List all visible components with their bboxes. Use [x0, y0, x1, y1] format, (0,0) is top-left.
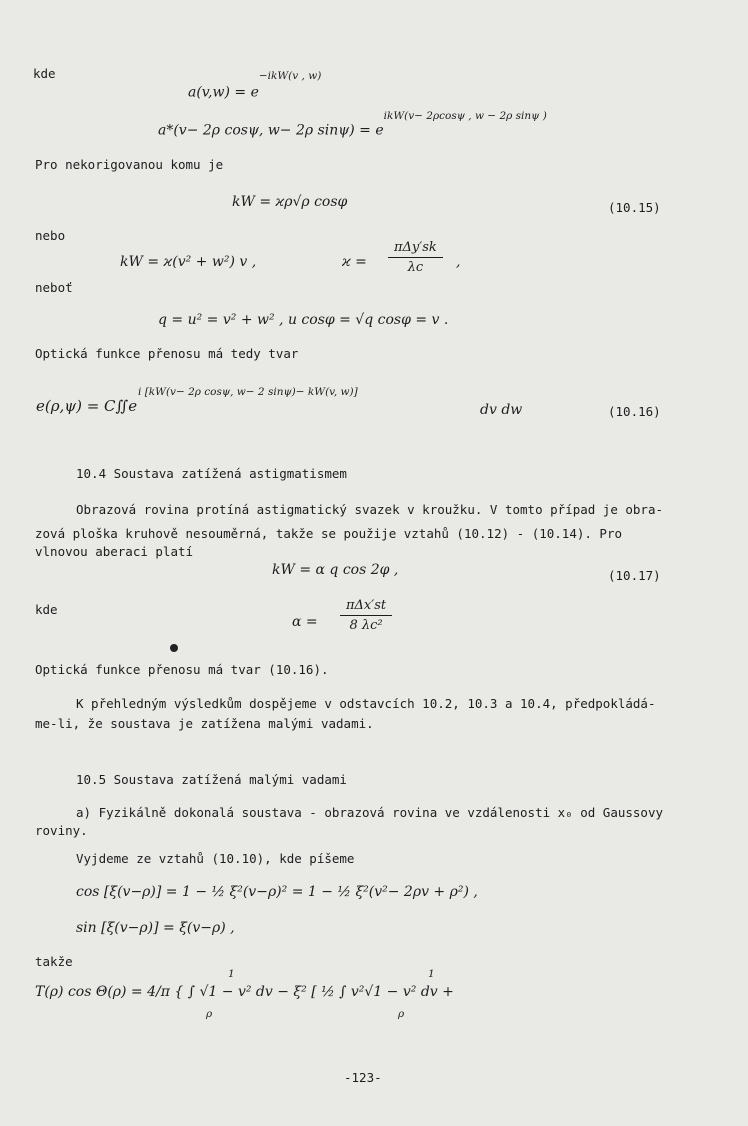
equation-a-star-base: a*(v− 2ρ cosψ, w− 2ρ sinψ) = e	[158, 122, 384, 139]
paragraph-line: a) Fyzikálně dokonalá soustava - obrazová rovina ve vzdálenosti x₀ od Gaussovy	[76, 805, 663, 820]
paragraph-line: me-li, že soustava je zatížena malými vadami.	[35, 716, 374, 731]
word-nebo: nebo	[35, 228, 66, 243]
equation-10-16-exponent: i [kW(v− 2ρ cosψ, w− 2 sinψ)− kW(v, w)]	[138, 386, 358, 398]
text-opticka-funkce: Optická funkce přenosu má tedy tvar	[35, 346, 299, 361]
equation-number-10-15: (10.15)	[608, 200, 661, 215]
equation-number-10-16: (10.16)	[608, 404, 661, 419]
fraction-kappa	[388, 240, 443, 275]
equation-q: q = u² = v² + w² , u cosφ = √q cosφ = v .	[158, 312, 449, 328]
equation-T: T(ρ) cos Θ(ρ) = 4/π { ∫ √1 − v² dv − ξ² [ ½ ∫ v²√1 − v² dv +	[35, 984, 454, 1000]
equation-a	[188, 70, 322, 101]
equation-kw-expansion: kW = ϰ(v² + w²) v ,	[120, 254, 257, 270]
word-takze: takže	[35, 954, 73, 969]
word-kde: kde	[35, 602, 58, 617]
text-nekorigovana-koma: Pro nekorigovanou komu je	[35, 157, 224, 172]
fraction-alpha-denominator: 8 λc²	[349, 618, 383, 633]
integral-lower-limit: ρ	[398, 1008, 405, 1020]
word-kde: kde	[33, 66, 56, 81]
paragraph-line: Obrazová rovina protíná astigmatický svazek v kroužku. V tomto případ je obra-	[76, 502, 663, 517]
equation-cos: cos [ξ(v−ρ)] = 1 − ½ ξ²(v−ρ)² = 1 − ½ ξ²(v²− 2ρv + ρ²) ,	[76, 884, 478, 900]
paragraph-line: vlnovou aberaci platí	[35, 544, 194, 559]
equation-number-10-17: (10.17)	[608, 568, 661, 583]
fraction-alpha	[340, 598, 392, 633]
integral-upper-limit: 1	[228, 968, 235, 980]
fraction-kappa-numerator: πΔy′sk	[388, 240, 443, 258]
section-heading-10-4: 10.4 Soustava zatížená astigmatismem	[76, 466, 347, 481]
integral-upper-limit: 1	[428, 968, 435, 980]
integral-lower-limit: ρ	[206, 1008, 213, 1020]
equation-kappa-label: ϰ =	[342, 254, 367, 270]
paragraph-line: Vyjdeme ze vztahů (10.10), kde píšeme	[76, 851, 355, 866]
text-opticka-funkce-tvar: Optická funkce přenosu má tvar (10.16).	[35, 662, 329, 677]
paragraph-line: zová ploška kruhově nesouměrná, takže se použije vztahů (10.12) - (10.14). Pro	[35, 526, 622, 541]
fraction-alpha-numerator: πΔx′st	[340, 598, 392, 616]
equation-a-star-exponent: ikW(v− 2ρcosψ , w − 2ρ sinψ )	[383, 110, 547, 122]
equation-10-16-left: e(ρ,ψ) = C∬e	[36, 397, 138, 415]
equation-alpha-label: α =	[292, 614, 318, 630]
ink-blot	[170, 644, 178, 652]
paragraph-line: roviny.	[35, 823, 88, 838]
fraction-kappa-denominator: λc	[407, 260, 424, 275]
word-nebot: neboť	[35, 280, 73, 295]
equation-sin: sin [ξ(v−ρ)] = ξ(v−ρ) ,	[76, 920, 235, 936]
equation-kappa-comma: ,	[456, 254, 461, 270]
equation-10-17: kW = α q cos 2φ ,	[272, 562, 399, 578]
paragraph-line: K přehledným výsledkům dospějeme v odstavcích 10.2, 10.3 a 10.4, předpokládá-	[76, 696, 656, 711]
equation-a-base: a(v,w) = e	[188, 84, 259, 101]
equation-10-16-differentials: dv dw	[480, 402, 523, 418]
equation-10-15: kW = ϰρ√ρ cosφ	[232, 194, 348, 210]
page-number: -123-	[344, 1070, 382, 1085]
section-heading-10-5: 10.5 Soustava zatížená malými vadami	[76, 772, 347, 787]
equation-a-exponent: −ikW(v , w)	[258, 70, 322, 82]
